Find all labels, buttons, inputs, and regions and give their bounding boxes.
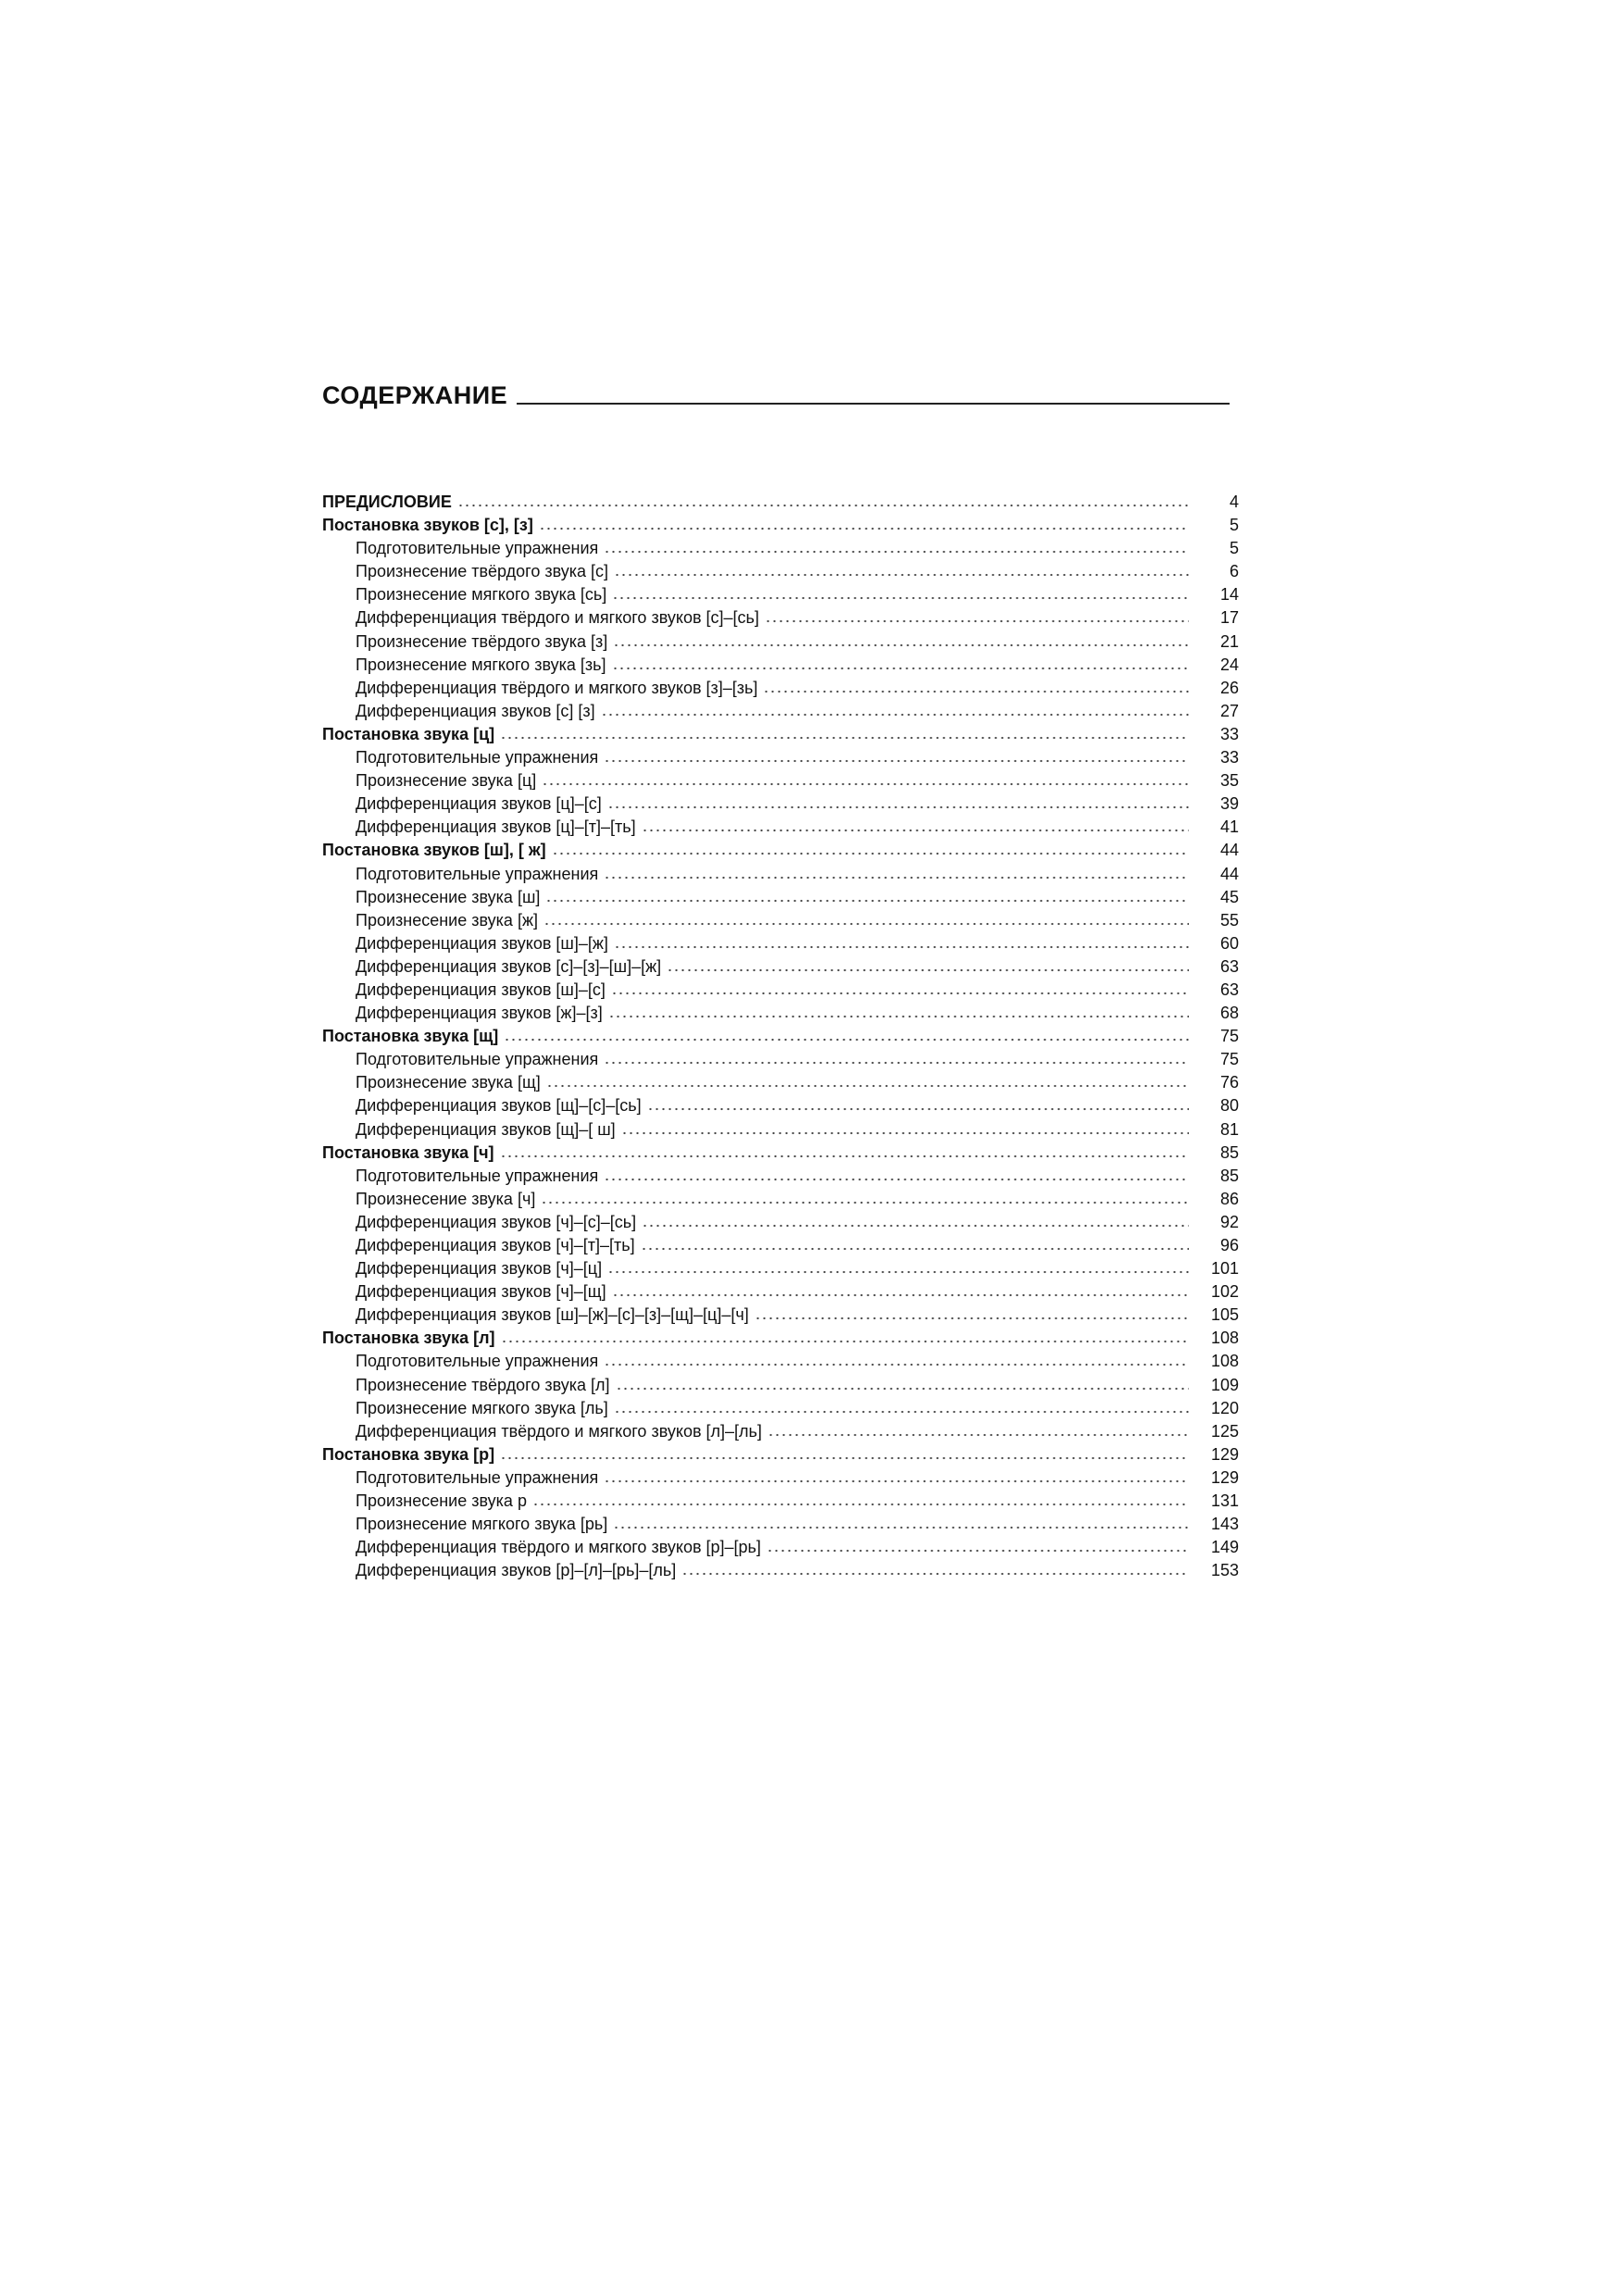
toc-entry-title: Произнесение звука р bbox=[356, 1491, 527, 1511]
dot-leader bbox=[612, 657, 1189, 670]
toc-entry-title: Произнесение мягкого звука [сь] bbox=[356, 585, 607, 605]
dot-leader bbox=[612, 587, 1189, 600]
dot-leader bbox=[604, 1168, 1189, 1181]
toc-section-entry bbox=[322, 839, 1239, 862]
toc-entry-title: Дифференциация звуков [ш]–[ж]–[с]–[з]–[щ]–[ц]–[ч] bbox=[356, 1305, 749, 1325]
toc-subsection-entry bbox=[322, 746, 1239, 769]
toc-subsection-entry bbox=[322, 560, 1239, 583]
toc-page-number: 76 bbox=[1219, 1073, 1239, 1092]
toc-entry-title: Произнесение мягкого звука [ль] bbox=[356, 1398, 608, 1417]
toc-entry-title: Постановка звука [р] bbox=[322, 1444, 495, 1464]
dot-leader bbox=[642, 1215, 1189, 1228]
contents-heading bbox=[322, 383, 1230, 408]
toc-entry-title: Дифференциация звуков [ч]–[щ] bbox=[356, 1282, 606, 1302]
toc-subsection-entry bbox=[322, 1374, 1239, 1397]
toc-page-number: 6 bbox=[1229, 562, 1239, 581]
toc-entry-title: ПРЕДИСЛОВИЕ bbox=[322, 493, 452, 511]
dot-leader bbox=[601, 704, 1189, 717]
dot-leader bbox=[552, 842, 1189, 855]
toc-subsection-entry bbox=[322, 583, 1239, 606]
dot-leader bbox=[604, 867, 1189, 880]
toc-subsection-entry bbox=[322, 816, 1239, 839]
toc-page-number: 44 bbox=[1219, 841, 1239, 860]
toc-page-number: 4 bbox=[1229, 493, 1239, 511]
toc-page-number: 153 bbox=[1210, 1561, 1239, 1580]
dot-leader bbox=[501, 1330, 1189, 1343]
toc-page-number: 129 bbox=[1210, 1467, 1239, 1487]
toc-page-number: 44 bbox=[1219, 864, 1239, 883]
toc-subsection-entry bbox=[322, 792, 1239, 816]
toc-page-number: 102 bbox=[1210, 1282, 1239, 1302]
toc-page-number: 27 bbox=[1219, 701, 1239, 720]
dot-leader bbox=[500, 1145, 1189, 1158]
dot-leader bbox=[765, 610, 1189, 623]
dot-leader bbox=[612, 1284, 1189, 1297]
toc-subsection-entry bbox=[322, 1048, 1239, 1071]
toc-subsection-entry bbox=[322, 1350, 1239, 1373]
toc-entry-title: Постановка звука [щ] bbox=[322, 1027, 499, 1046]
toc-section-entry bbox=[322, 1025, 1239, 1048]
toc-entry-title: Подготовительные упражнения bbox=[356, 1352, 599, 1371]
dot-leader bbox=[504, 1029, 1189, 1042]
toc-entry-title: Подготовительные упражнения bbox=[356, 748, 599, 767]
toc-entry-title: Произнесение звука [ш] bbox=[356, 887, 541, 906]
toc-page-number: 33 bbox=[1219, 748, 1239, 767]
dot-leader bbox=[614, 936, 1189, 949]
toc-page-number: 120 bbox=[1210, 1398, 1239, 1417]
toc-entry-title: Произнесение звука [ж] bbox=[356, 910, 538, 930]
toc-page-number: 85 bbox=[1219, 1166, 1239, 1185]
toc-page-number: 101 bbox=[1210, 1259, 1239, 1279]
toc-entry-title: Произнесение твёрдого звука [л] bbox=[356, 1375, 610, 1394]
toc-page-number: 81 bbox=[1219, 1119, 1239, 1139]
dot-leader bbox=[667, 959, 1189, 972]
toc-subsection-entry bbox=[322, 654, 1239, 677]
toc-entry-title: Произнесение звука [ч] bbox=[356, 1189, 536, 1208]
toc-entry-title: Подготовительные упражнения bbox=[356, 1166, 599, 1185]
toc-subsection-entry bbox=[322, 1304, 1239, 1327]
toc-page-number: 85 bbox=[1219, 1142, 1239, 1162]
toc-subsection-entry bbox=[322, 863, 1239, 886]
dot-leader bbox=[500, 1447, 1189, 1460]
toc-page-number: 108 bbox=[1210, 1329, 1239, 1348]
toc-page-number: 75 bbox=[1219, 1027, 1239, 1046]
toc-page-number: 35 bbox=[1219, 771, 1239, 791]
toc-entry-title: Дифференциация звуков [ч]–[т]–[ть] bbox=[356, 1236, 635, 1254]
dot-leader bbox=[539, 518, 1189, 530]
toc-entry-title: Дифференциация твёрдого и мягкого звуков [з]–[зь] bbox=[356, 678, 758, 697]
toc-section-entry bbox=[322, 1443, 1239, 1466]
heading-rule bbox=[517, 403, 1230, 405]
toc-page-number: 149 bbox=[1210, 1538, 1239, 1557]
toc-subsection-entry bbox=[322, 630, 1239, 654]
dot-leader bbox=[500, 727, 1189, 740]
toc-entry-title: Произнесение звука [ц] bbox=[356, 771, 537, 791]
toc-subsection-entry bbox=[322, 979, 1239, 1002]
dot-leader bbox=[604, 1470, 1189, 1483]
toc-entry-title: Дифференциация звуков [ш]–[ж] bbox=[356, 933, 608, 953]
toc-subsection-entry bbox=[322, 1094, 1239, 1117]
page-title: СОДЕРЖАНИЕ bbox=[322, 381, 508, 409]
toc-page-number: 5 bbox=[1229, 539, 1239, 558]
toc-page-number: 143 bbox=[1210, 1515, 1239, 1534]
dot-leader bbox=[604, 1354, 1189, 1366]
toc-subsection-entry bbox=[322, 1397, 1239, 1420]
toc-page-number: 129 bbox=[1210, 1444, 1239, 1464]
dot-leader bbox=[611, 982, 1189, 995]
toc-subsection-entry bbox=[322, 1002, 1239, 1025]
toc-entry-title: Подготовительные упражнения bbox=[356, 1050, 599, 1069]
toc-subsection-entry bbox=[322, 700, 1239, 723]
toc-entry-title: Постановка звука [ч] bbox=[322, 1142, 494, 1162]
toc-subsection-entry bbox=[322, 886, 1239, 909]
dot-leader bbox=[613, 1516, 1189, 1529]
dot-leader bbox=[604, 541, 1189, 554]
dot-leader bbox=[604, 750, 1189, 763]
dot-leader bbox=[546, 1075, 1189, 1088]
toc-subsection-entry bbox=[322, 1165, 1239, 1188]
toc-entry-title: Произнесение мягкого звука [зь] bbox=[356, 655, 606, 674]
toc-entry-title: Постановка звуков [ш], [ ж] bbox=[322, 841, 546, 860]
toc-section-entry bbox=[322, 514, 1239, 537]
toc-page-number: 63 bbox=[1219, 980, 1239, 999]
toc-subsection-entry bbox=[322, 1071, 1239, 1094]
toc-page-number: 45 bbox=[1219, 887, 1239, 906]
dot-leader bbox=[767, 1540, 1189, 1553]
toc-page-number: 109 bbox=[1210, 1375, 1239, 1394]
toc-subsection-entry bbox=[322, 1490, 1239, 1513]
dot-leader bbox=[616, 1378, 1189, 1391]
toc-page-number: 92 bbox=[1219, 1212, 1239, 1231]
toc-entry-title: Подготовительные упражнения bbox=[356, 539, 599, 558]
toc-subsection-entry bbox=[322, 1536, 1239, 1559]
toc-subsection-entry bbox=[322, 769, 1239, 792]
toc-section-entry bbox=[322, 1142, 1239, 1165]
toc-page-number: 68 bbox=[1219, 1004, 1239, 1023]
toc-subsection-entry bbox=[322, 1234, 1239, 1257]
dot-leader bbox=[681, 1563, 1189, 1576]
toc-subsection-entry bbox=[322, 955, 1239, 979]
toc-page-number: 63 bbox=[1219, 956, 1239, 976]
toc-entry-title: Произнесение звука [щ] bbox=[356, 1073, 541, 1092]
table-of-contents bbox=[322, 491, 1239, 1582]
toc-entry-title: Дифференциация звуков [ж]–[з] bbox=[356, 1004, 603, 1023]
dot-leader bbox=[545, 890, 1189, 903]
toc-subsection-entry bbox=[322, 1280, 1239, 1304]
toc-page-number: 96 bbox=[1219, 1236, 1239, 1254]
toc-subsection-entry bbox=[322, 606, 1239, 630]
toc-subsection-entry bbox=[322, 1211, 1239, 1234]
dot-leader bbox=[614, 564, 1189, 577]
toc-subsection-entry bbox=[322, 1466, 1239, 1490]
toc-entry-title: Подготовительные упражнения bbox=[356, 1467, 599, 1487]
toc-subsection-entry bbox=[322, 537, 1239, 560]
toc-page-number: 26 bbox=[1219, 678, 1239, 697]
toc-entry-title: Дифференциация звуков [ц]–[с] bbox=[356, 794, 602, 814]
toc-entry-title: Дифференциация твёрдого и мягкого звуков [с]–[сь] bbox=[356, 608, 759, 628]
toc-subsection-entry bbox=[322, 677, 1239, 700]
toc-entry-title: Дифференциация звуков [ш]–[с] bbox=[356, 980, 606, 999]
toc-page-number: 125 bbox=[1210, 1421, 1239, 1441]
toc-entry-title: Дифференциация твёрдого и мягкого звуков [л]–[ль] bbox=[356, 1421, 762, 1441]
dot-leader bbox=[642, 819, 1189, 832]
dot-leader bbox=[768, 1424, 1189, 1437]
toc-subsection-entry bbox=[322, 1420, 1239, 1443]
dot-leader bbox=[613, 634, 1189, 647]
toc-entry-title: Постановка звуков [с], [з] bbox=[322, 516, 533, 535]
toc-page-number: 33 bbox=[1219, 724, 1239, 743]
dot-leader bbox=[543, 913, 1189, 926]
toc-subsection-entry bbox=[322, 932, 1239, 955]
dot-leader bbox=[755, 1307, 1189, 1320]
dot-leader bbox=[763, 680, 1189, 693]
dot-leader bbox=[607, 796, 1189, 809]
toc-entry-title: Произнесение мягкого звука [рь] bbox=[356, 1515, 608, 1534]
toc-page-number: 39 bbox=[1219, 794, 1239, 814]
toc-entry-title: Дифференциация звуков [щ]–[ ш] bbox=[356, 1119, 616, 1139]
toc-page-number: 17 bbox=[1219, 608, 1239, 628]
toc-entry-title: Дифференциация звуков [ч]–[ц] bbox=[356, 1259, 603, 1279]
toc-page-number: 55 bbox=[1219, 910, 1239, 930]
toc-subsection-entry bbox=[322, 909, 1239, 932]
toc-subsection-entry bbox=[322, 1118, 1239, 1142]
toc-entry-title: Дифференциация твёрдого и мягкого звуков [р]–[рь] bbox=[356, 1538, 761, 1557]
dot-leader bbox=[541, 1192, 1189, 1204]
toc-page-number: 75 bbox=[1219, 1050, 1239, 1069]
toc-page-number: 108 bbox=[1210, 1352, 1239, 1371]
toc-page-number: 80 bbox=[1219, 1096, 1239, 1116]
toc-subsection-entry bbox=[322, 1257, 1239, 1280]
toc-section-entry bbox=[322, 491, 1239, 514]
toc-entry-title: Дифференциация звуков [ц]–[т]–[ть] bbox=[356, 817, 636, 837]
toc-entry-title: Дифференциация звуков [ч]–[с]–[сь] bbox=[356, 1212, 637, 1231]
toc-subsection-entry bbox=[322, 1513, 1239, 1536]
toc-entry-title: Дифференциация звуков [р]–[л]–[рь]–[ль] bbox=[356, 1561, 677, 1580]
toc-page-number: 60 bbox=[1219, 933, 1239, 953]
toc-subsection-entry bbox=[322, 1188, 1239, 1211]
dot-leader bbox=[647, 1098, 1189, 1111]
toc-entry-title: Постановка звука [ц] bbox=[322, 724, 495, 743]
dot-leader bbox=[621, 1122, 1189, 1135]
toc-page-number: 5 bbox=[1229, 516, 1239, 535]
toc-page-number: 41 bbox=[1219, 817, 1239, 837]
dot-leader bbox=[607, 1261, 1189, 1274]
toc-subsection-entry bbox=[322, 1559, 1239, 1582]
toc-page-number: 131 bbox=[1210, 1491, 1239, 1511]
toc-page-number: 86 bbox=[1219, 1189, 1239, 1208]
dot-leader bbox=[614, 1401, 1189, 1414]
dot-leader bbox=[608, 1005, 1189, 1018]
dot-leader bbox=[457, 494, 1189, 507]
toc-section-entry bbox=[322, 723, 1239, 746]
toc-entry-title: Дифференциация звуков [щ]–[с]–[сь] bbox=[356, 1096, 642, 1116]
toc-page-number: 14 bbox=[1219, 585, 1239, 605]
dot-leader bbox=[604, 1052, 1189, 1065]
dot-leader bbox=[641, 1238, 1189, 1251]
toc-entry-title: Дифференциация звуков [с]–[з]–[ш]–[ж] bbox=[356, 956, 662, 976]
dot-leader bbox=[532, 1493, 1189, 1506]
dot-leader bbox=[542, 773, 1189, 786]
toc-entry-title: Постановка звука [л] bbox=[322, 1329, 495, 1348]
toc-page-number: 24 bbox=[1219, 655, 1239, 674]
toc-section-entry bbox=[322, 1327, 1239, 1350]
toc-entry-title: Подготовительные упражнения bbox=[356, 864, 599, 883]
toc-page-number: 21 bbox=[1219, 631, 1239, 651]
toc-entry-title: Произнесение твёрдого звука [з] bbox=[356, 631, 608, 651]
toc-entry-title: Дифференциация звуков [с] [з] bbox=[356, 701, 595, 720]
toc-entry-title: Произнесение твёрдого звука [с] bbox=[356, 562, 609, 581]
toc-page-number: 105 bbox=[1210, 1305, 1239, 1325]
